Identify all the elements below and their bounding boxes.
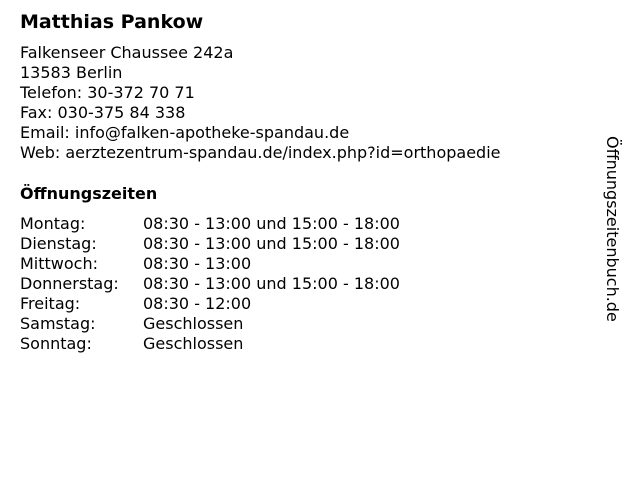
hours-row-tuesday	[20, 234, 600, 254]
day-time: 08:30 - 13:00 und 15:00 - 18:00	[143, 214, 400, 233]
day-time: 08:30 - 12:00	[143, 294, 252, 313]
address-city: 13583 Berlin	[20, 63, 123, 82]
site-watermark: Öffnungszeitenbuch.de	[603, 136, 622, 322]
day-time: Geschlossen	[143, 334, 244, 353]
day-label: Freitag:	[20, 294, 81, 313]
day-time: 08:30 - 13:00 und 15:00 - 18:00	[143, 234, 400, 253]
day-time: 08:30 - 13:00	[143, 254, 252, 273]
web-text: Web: aerztezentrum-spandau.de/index.php?id=orthopaedie	[20, 143, 501, 162]
day-time: Geschlossen	[143, 314, 244, 333]
hours-row-monday	[20, 214, 600, 234]
contact-block	[20, 43, 600, 163]
fax-text: Fax: 030-375 84 338	[20, 103, 186, 122]
hours-row-sunday	[20, 334, 600, 354]
hours-heading: Öffnungszeiten	[20, 184, 158, 203]
email-text: Email: info@falken-apotheke-spandau.de	[20, 123, 350, 142]
day-label: Mittwoch:	[20, 254, 98, 273]
business-name: Matthias Pankow	[20, 11, 204, 33]
hours-table	[20, 214, 600, 354]
day-label: Dienstag:	[20, 234, 97, 253]
hours-row-wednesday	[20, 254, 600, 274]
day-label: Montag:	[20, 214, 86, 233]
day-label: Donnerstag:	[20, 274, 119, 293]
hours-row-friday	[20, 294, 600, 314]
day-label: Samstag:	[20, 314, 96, 333]
day-label: Sonntag:	[20, 334, 92, 353]
hours-row-thursday	[20, 274, 600, 294]
address-street: Falkenseer Chaussee 242a	[20, 43, 234, 62]
day-time: 08:30 - 13:00 und 15:00 - 18:00	[143, 274, 400, 293]
business-card	[20, 10, 600, 354]
phone-text: Telefon: 30-372 70 71	[20, 83, 195, 102]
hours-row-saturday	[20, 314, 600, 334]
